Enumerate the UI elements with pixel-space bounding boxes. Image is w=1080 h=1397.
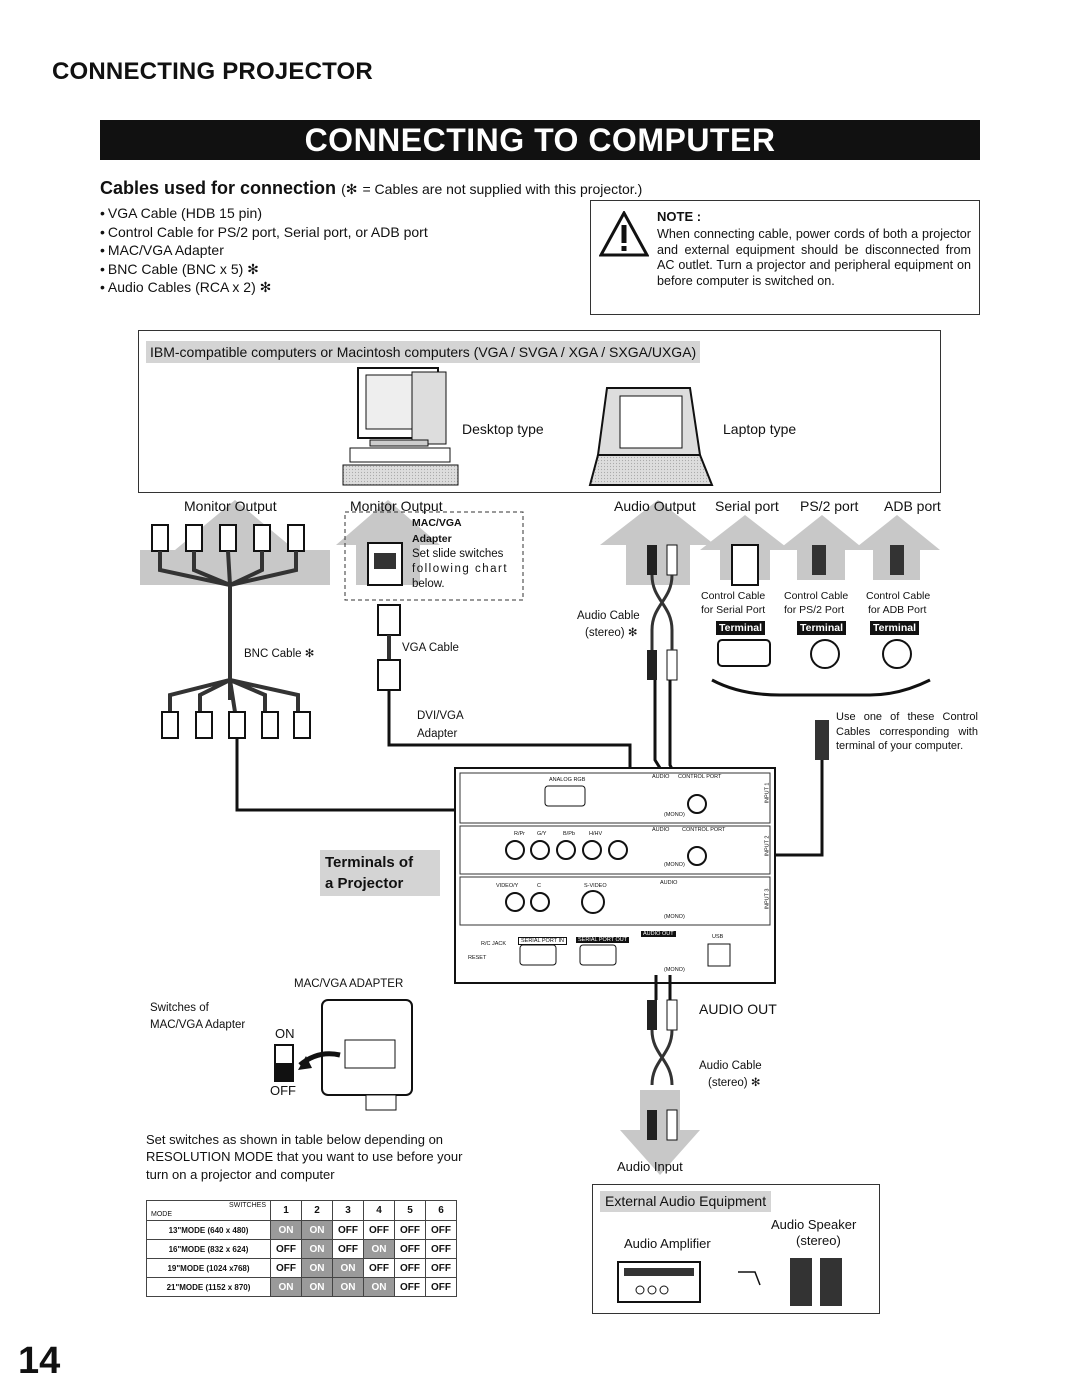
audio-cable-label: Audio Cable xyxy=(699,1060,762,1072)
switch-cell: ON xyxy=(333,1278,364,1297)
switch-cell: OFF xyxy=(271,1240,302,1259)
switch-cell: ON xyxy=(302,1240,333,1259)
macvga-note: Set slide switches xyxy=(412,548,504,560)
page-title: CONNECTING TO COMPUTER xyxy=(100,120,980,160)
panel-label: (MONO) xyxy=(664,914,685,920)
panel-label: C xyxy=(537,883,541,889)
panel-label: USB xyxy=(712,934,724,940)
external-audio-box xyxy=(592,1184,880,1314)
speaker-label: (stereo) xyxy=(796,1233,841,1248)
panel-label: H/HV xyxy=(589,831,603,837)
projector-panel xyxy=(455,768,775,983)
switch-cell: OFF xyxy=(426,1221,457,1240)
macvga-title: MAC/VGA xyxy=(412,517,462,529)
list-item: • Audio Cables (RCA x 2) ✻ xyxy=(100,278,428,297)
mode-cell: 21"MODE (1152 x 870) xyxy=(147,1278,271,1297)
ps2-port-label: PS/2 port xyxy=(800,498,859,514)
on-label: ON xyxy=(275,1026,295,1041)
list-item: • MAC/VGA Adapter xyxy=(100,241,428,260)
audio-input-label: Audio Input xyxy=(617,1159,683,1174)
note-text: When connecting cable, power cords of both a projector and external equipment should be disconnected from AC outlet. Turn a projector and peripheral equipment on before computer is switched on. xyxy=(657,227,971,288)
panel-label: (MONO) xyxy=(664,967,685,973)
projector-terminals-title xyxy=(320,850,440,896)
mode-cell: 13"MODE (640 x 480) xyxy=(147,1221,271,1240)
terminal-tag: Terminal xyxy=(716,621,765,635)
switch-cell: ON xyxy=(364,1240,395,1259)
cables-paren: ( xyxy=(341,181,346,197)
audio-cable-label: (stereo) ✻ xyxy=(585,627,638,639)
switch-cell: ON xyxy=(333,1259,364,1278)
panel-label: R/Pr xyxy=(514,831,525,837)
mode-header: MODE xyxy=(151,1211,172,1218)
panel-label: INPUT 2 xyxy=(764,835,771,857)
switch-cell: OFF xyxy=(426,1278,457,1297)
cables-heading-label: Cables used for connection xyxy=(100,178,337,198)
panel-label: SERIAL PORT OUT xyxy=(578,937,628,943)
control-cable-ps2-label: Control Cable xyxy=(784,590,849,602)
audio-cable-label: Audio Cable xyxy=(577,610,640,622)
switches-of-label: MAC/VGA Adapter xyxy=(150,1019,246,1031)
switch-cell: OFF xyxy=(364,1221,395,1240)
panel-label: AUDIO xyxy=(660,880,678,886)
column-header: 5 xyxy=(395,1201,426,1221)
column-header: 2 xyxy=(302,1201,333,1221)
macvga-title: Adapter xyxy=(412,533,452,545)
switch-cell: ON xyxy=(271,1278,302,1297)
panel-label: RESET xyxy=(468,955,487,961)
control-cable-adb-label: for ADB Port xyxy=(868,604,927,616)
audio-cable-label: (stereo) ✻ xyxy=(708,1077,761,1089)
control-cable-serial-label: for Serial Port xyxy=(701,604,766,616)
switch-instructions: Set switches as shown in table below depending on RESOLUTION MODE that you want to use before your turn on a projector and computer xyxy=(146,1132,463,1182)
switch-cell: OFF xyxy=(333,1240,364,1259)
ps2-terminal-icon xyxy=(811,640,839,668)
panel-label: AUDIO xyxy=(652,774,670,780)
desktop-label: Desktop type xyxy=(462,421,544,437)
switch-cell: OFF xyxy=(426,1259,457,1278)
macvga-note: following chart xyxy=(412,563,509,575)
projector-terminals-line: Terminals of xyxy=(325,854,414,871)
terminal-tag: Terminal xyxy=(870,621,919,635)
panel-label: S-VIDEO xyxy=(584,883,607,889)
control-cable-note: Use one of these Control Cables corresponding with terminal of your computer. xyxy=(836,711,978,752)
panel-label: CONTROL PORT xyxy=(682,827,726,833)
serial-port-label: Serial port xyxy=(715,498,779,514)
amplifier-label: Audio Amplifier xyxy=(624,1236,711,1251)
mode-cell: 19"MODE (1024 x768) xyxy=(147,1259,271,1278)
adb-terminal-icon xyxy=(883,640,911,668)
monitor-output-label: Monitor Output xyxy=(350,498,443,514)
column-header: 6 xyxy=(426,1201,457,1221)
column-header: 4 xyxy=(364,1201,395,1221)
switch-cell: ON xyxy=(302,1259,333,1278)
serial-terminal-icon xyxy=(718,640,770,666)
panel-label: ANALOG RGB xyxy=(549,777,586,783)
monitor-output-label: Monitor Output xyxy=(184,498,277,514)
panel-label: INPUT 1 xyxy=(764,782,771,804)
table-row xyxy=(147,1240,457,1259)
control-cable-ps2-label: for PS/2 Port xyxy=(784,604,845,616)
list-item: • Control Cable for PS/2 port, Serial port, or ADB port xyxy=(100,223,428,242)
panel-label: B/Pb xyxy=(563,831,575,837)
bnc-connectors-bottom xyxy=(162,712,310,738)
switch-cell: OFF xyxy=(271,1259,302,1278)
list-item: • VGA Cable (HDB 15 pin) xyxy=(100,204,428,223)
mode-header-cell xyxy=(147,1201,271,1221)
macvga-adapter-label: MAC/VGA ADAPTER xyxy=(294,978,404,990)
list-item: • BNC Cable (BNC x 5) ✻ xyxy=(100,260,428,279)
table-row xyxy=(147,1278,457,1297)
switch-cell: OFF xyxy=(395,1259,426,1278)
computers-bar: IBM-compatible computers or Macintosh computers (VGA / SVGA / XGA / SXGA/UXGA) xyxy=(146,341,700,363)
panel-label: VIDEO/Y xyxy=(496,883,519,889)
mode-switch-table xyxy=(146,1200,457,1297)
audio-out-label: AUDIO OUT xyxy=(699,1001,777,1017)
switch-cell: ON xyxy=(271,1221,302,1240)
section-title: CONNECTING PROJECTOR xyxy=(52,58,373,85)
cables-note-symbol: ✻ xyxy=(345,181,358,197)
panel-label: SERIAL PORT IN xyxy=(518,937,567,945)
laptop-computer-icon xyxy=(590,388,712,485)
control-cable-adb-label: Control Cable xyxy=(866,590,931,602)
switch-cell: ON xyxy=(302,1221,333,1240)
panel-label: AUDIO OUT xyxy=(643,931,674,937)
panel-label: (MONO) xyxy=(664,862,685,868)
switch-cell: ON xyxy=(302,1278,333,1297)
panel-label: (MONO) xyxy=(664,812,685,818)
off-label: OFF xyxy=(270,1083,296,1098)
laptop-label: Laptop type xyxy=(723,421,797,437)
switches-header: SWITCHES xyxy=(229,1202,266,1209)
panel-label: R/C JACK xyxy=(481,941,507,947)
control-cable-serial-label: Control Cable xyxy=(701,590,766,602)
table-row xyxy=(147,1221,457,1240)
cables-supply-note: = Cables are not supplied with this projector.) xyxy=(362,181,643,197)
bnc-cable-label: BNC Cable ✻ xyxy=(244,648,315,660)
panel-label: AUDIO xyxy=(652,827,670,833)
switch-cell: OFF xyxy=(426,1240,457,1259)
mode-cell: 16"MODE (832 x 624) xyxy=(147,1240,271,1259)
table-row xyxy=(147,1259,457,1278)
switch-cell: OFF xyxy=(364,1259,395,1278)
column-header: 1 xyxy=(271,1201,302,1221)
panel-label: CONTROL PORT xyxy=(678,774,722,780)
column-header: 3 xyxy=(333,1201,364,1221)
audio-output-label: Audio Output xyxy=(614,498,696,514)
switch-cell: OFF xyxy=(395,1278,426,1297)
panel-label: INPUT 3 xyxy=(764,888,771,910)
page-number: 14 xyxy=(18,1340,61,1382)
adb-port-label: ADB port xyxy=(884,498,941,514)
switches-of-label: Switches of xyxy=(150,1002,209,1014)
terminal-tag: Terminal xyxy=(797,621,846,635)
panel-label: G/Y xyxy=(537,831,547,837)
dvi-vga-label: Adapter xyxy=(417,728,458,740)
switch-cell: ON xyxy=(364,1278,395,1297)
desktop-computer-icon xyxy=(343,368,458,485)
speaker-label: Audio Speaker xyxy=(771,1217,857,1232)
vga-cable-label: VGA Cable xyxy=(402,642,459,654)
external-audio-bar: External Audio Equipment xyxy=(600,1191,771,1212)
switch-cell: OFF xyxy=(333,1221,364,1240)
switch-cell: OFF xyxy=(395,1240,426,1259)
dvi-vga-label: DVI/VGA xyxy=(417,710,464,722)
note-label: NOTE : xyxy=(657,209,702,224)
table-row xyxy=(147,1201,457,1221)
macvga-note: below. xyxy=(412,578,445,590)
switch-cell: OFF xyxy=(395,1221,426,1240)
projector-terminals-line: a Projector xyxy=(325,875,404,892)
